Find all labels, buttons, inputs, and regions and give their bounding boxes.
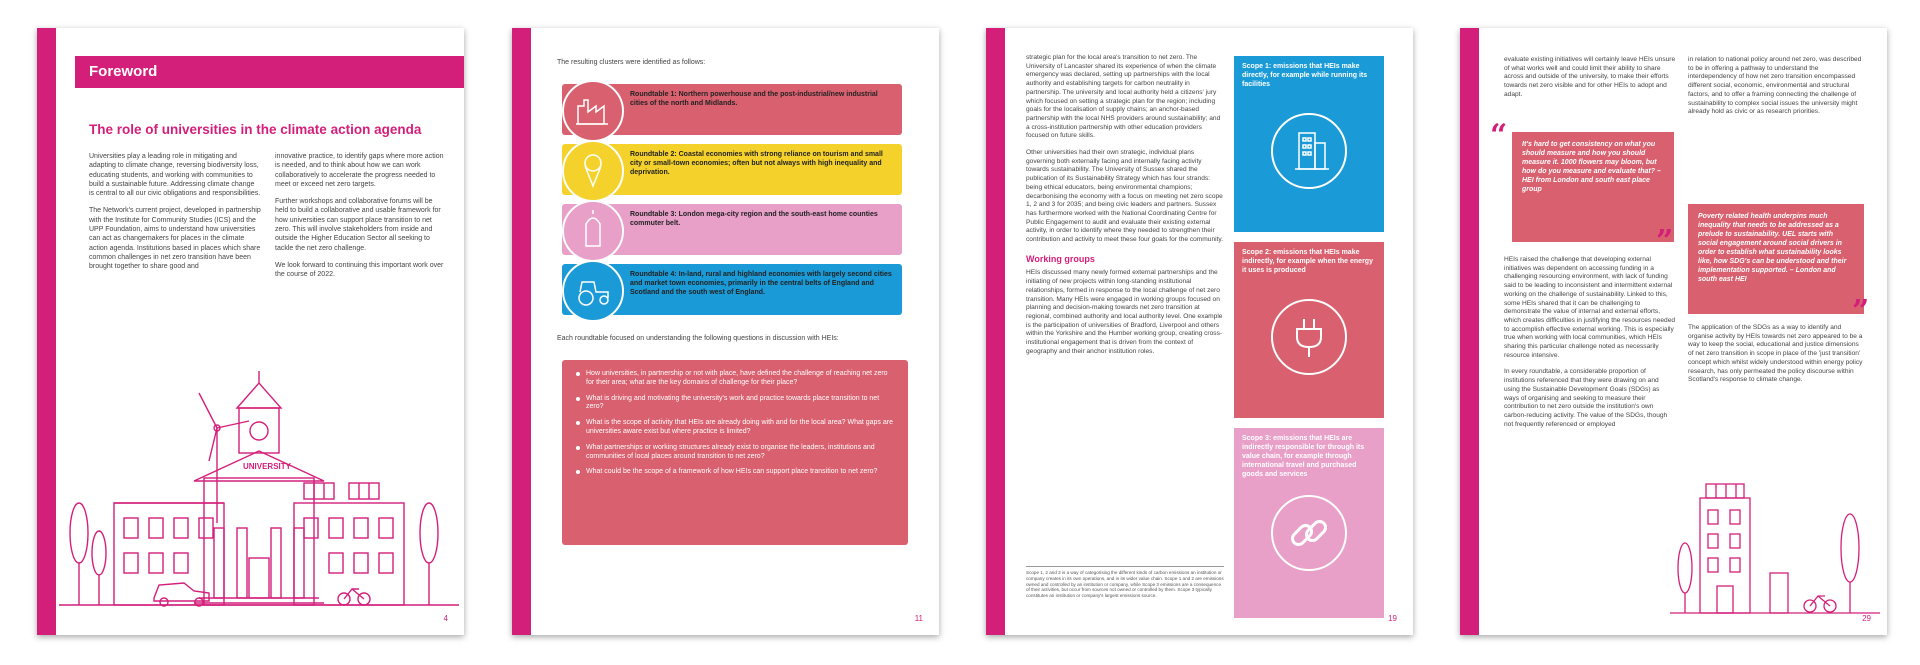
paragraph: In every roundtable, a considerable proportion of institutions referenced that they were drawing on and using the Sustainable Development Goals (SDGs) as ways of organising and seeking to measure their contribution to net zero outside the institution's own carbon-reducing activity. The value of the SDGs, though not frequently referenced or employed xyxy=(1504,368,1668,428)
page-number: 19 xyxy=(1388,614,1397,623)
skyscraper-icon xyxy=(562,200,624,262)
pull-quote: Poverty related health underpins much inequality that needs to be addressed as a prelude to sustainability. UEL starts with social engagement around social drivers in order to establish what sustainability looks like, how SDG's can be understood and their implementation supported. – London and south east HEI xyxy=(1688,204,1864,314)
question-item: How universities, in partnership or not with place, have defined the challenge of reaching net zero for their area; what are the key domains of challenge for their place? xyxy=(576,370,894,388)
page-scopes xyxy=(986,28,1413,635)
roundtable-title: Roundtable 2: xyxy=(630,151,677,158)
column-right-top: in relation to national policy around net zero, was described to be in offering a pathway to understand the interdependency of how net zero transition encompassed different social, economic, environmental and structural factors, and to offer a framing connecting the challenge of sustainability to complex social issues the university might already hold as civic or as research priorities. xyxy=(1688,56,1862,116)
building-icon xyxy=(1271,113,1347,189)
page-number: 29 xyxy=(1862,614,1871,623)
column-right-bottom: The application of the SDGs as a way to identify and organise activity by HEIs towards net zero appeared to be a way to keep the social, educational and justice dimensions of net zero transition in scope in place of the 'just transition' concept which whilst widely understood within energy policy research, has only permeated the policy discourse within Scotland's response to climate change. xyxy=(1688,324,1863,384)
paragraph: The Network's current project, developed in partnership with the Institute for Community Studies (ICS) and the UPP Foundation, aims to understand how universities can act as changemakers for places in the climate action agenda. Institutions based in places which share common challenges in net zero transition have been brought together to share good and xyxy=(89,207,261,271)
roundtable-text: London mega-city region and the south-east home counties commuter belt. xyxy=(630,211,878,227)
university-sign: UNIVERSITY xyxy=(242,462,291,471)
scope-text: Scope 2: emissions that HEIs make indirectly, for example when the energy it uses is produced xyxy=(1242,249,1373,274)
page-heading: The role of universities in the climate action agenda xyxy=(89,122,422,137)
column-left xyxy=(1504,256,1676,437)
roundtable-title: Roundtable 4: xyxy=(630,271,677,278)
section-subheading: Working groups xyxy=(1026,253,1095,264)
column-left xyxy=(89,152,261,280)
paragraph: Other universities had their own strategic, individual plans governing both externally facing and internally facing activity towards sustainability. The University of Sussex shared the publication of its Sustainability Strategy which has four strands: being ethical educators, being environmental champions; decarbonising the economy with a focus on meeting net zero scope 1, 2 and 3 for 2035; and being civic leaders and partners. Sussex has furthermore worked with the National Coordinating Centre for Public Engagement to audit and evaluate their existing external activity, in order to identify where they needed to strengthen their contribution and activity to meet these four goals for the community. xyxy=(1026,149,1224,244)
pull-quote: It's hard to get consistency on what you should measure and how you should measure it. 1000 flowers may bloom, but how do you measure and evaluate that? – HEI from London and south east place group xyxy=(1512,132,1674,242)
questions-box xyxy=(562,360,908,545)
paragraph: We look forward to continuing this important work over the course of 2022. xyxy=(275,261,444,279)
scope-text: Scope 3: emissions that HEIs are indirectly responsible for through its value chain, for example through international travel and purchased goods and services xyxy=(1242,435,1365,478)
paragraph: strategic plan for the local area's transition to net zero. The University of Lancaster shared its experience of when the climate emergency was declared, setting up partnerships with the local authority and establishing targets for carbon neutrality in partnership. The university and local authority held a citizens' jury which focused on setting a strategic plan for the region; including goals for the localisation of supply chains; an anchor-based partnership with the local NHS providers around sustainability; and a cross-institution partnership with other education providers focused on future skills. xyxy=(1026,54,1221,140)
university-illustration xyxy=(59,353,459,615)
column-right xyxy=(275,152,447,288)
page-sdgs xyxy=(1460,28,1887,635)
page-foreword xyxy=(37,28,464,635)
roundtable-text: Coastal economies with strong reliance on tourism and small city or small-town economies; often but not always with high inequality and deprivation. xyxy=(630,151,883,176)
roundtable-text: In-land, rural and highland economies with largely second cities and market town economies, primarily in the central belts of England and Scotland and the south west of England. xyxy=(630,271,892,296)
tractor-icon xyxy=(562,260,624,322)
roundtable-text: Northern powerhouse and the post-industrial/new industrial cities of the north and Midlands. xyxy=(630,91,878,107)
page-stripe xyxy=(1460,28,1479,635)
paragraph: HEIs raised the challenge that developing external initiatives was dependent on accessing funding in a challenging resourcing environment, with lack of funding said to be leading to inconsistent and intermittent external working on the challenge of sustainability. Linked to this, some HEIs shared that it can be challenging to demonstrate the value of internal and external efforts, which creates difficulties in justifying the resources needed to accomplish effective external working. This is especially true when working with local communities, which HEIs sharing this particular challenge noted as necessarily resource intensive. xyxy=(1504,256,1676,359)
roundtable-title: Roundtable 1: xyxy=(630,91,677,98)
quote-open-icon: “ xyxy=(1490,118,1508,153)
factory-icon xyxy=(562,80,624,142)
page-stripe xyxy=(512,28,531,635)
quote-close-icon: ” xyxy=(1656,224,1674,259)
quote-close-icon: ” xyxy=(1852,294,1870,329)
ice-cream-icon xyxy=(562,140,624,202)
page-roundtables xyxy=(512,28,939,635)
scope-1 xyxy=(1234,56,1384,232)
section-title: Foreword xyxy=(75,56,464,88)
roundtable-4 xyxy=(562,264,902,315)
city-illustration xyxy=(1670,468,1880,618)
question-item: What could be the scope of a framework of how HEIs can support place transition to net zero? xyxy=(576,468,894,477)
paragraph: Further workshops and collaborative forums will be held to build a collaborative and usable framework for how universities can support place transition to net zero. This will involve stakeholders from inside and outside the Higher Education Sector all seeking to tackle the net zero challenge. xyxy=(275,198,441,252)
plug-icon xyxy=(1271,299,1347,375)
scope-3 xyxy=(1234,428,1384,618)
paragraph: Universities play a leading role in mitigating and adapting to climate change, reversing biodiversity loss, educating students, and working with communities to build a sustainable future. Addressing climate change is central to all our civic obligations and responsibilities. xyxy=(89,153,261,198)
page-stripe xyxy=(986,28,1005,635)
question-item: What partnerships or working structures already exist to organise the leaders, institutions and communities of local places around transition to net zero? xyxy=(576,444,894,462)
page-stripe xyxy=(37,28,56,635)
scope-2 xyxy=(1234,242,1384,418)
roundtable-3 xyxy=(562,204,902,255)
paragraph: HEIs discussed many newly formed external partnerships and the initiating of new projects within long-standing institutional relationships, formed in response to the local challenge of net zero transition. Many HEIs were engaged in working groups focused on planning and decision-making towards net zero transition at regional, combined authority and local authority level. One example is the participation of universities of Bradford, Liverpool and others within the Yorkshire and the Humber working group, creating cross-institutional engagement that is driven from the context of geography and their anchor institution roles. xyxy=(1026,269,1223,355)
page-number: 11 xyxy=(914,614,923,623)
scope-text: Scope 1: emissions that HEIs make directly, for example while running its facilities xyxy=(1242,63,1368,88)
questions-intro: Each roundtable focused on understanding the following questions in discussion with HEIs: xyxy=(557,335,839,342)
column-left-top: evaluate existing initiatives will certainly leave HEIs unsure of what works well and could limit their ability to share across and outside of the university, to make their efforts towards net zero visible and for other HEIs to adopt and adapt. xyxy=(1504,56,1676,98)
roundtable-title: Roundtable 3: xyxy=(630,211,677,218)
chain-link-icon xyxy=(1271,495,1347,571)
question-item: What is the scope of activity that HEIs are already doing with and for the local area? What gaps are universities aware exist but where practice is limited? xyxy=(576,419,894,437)
paragraph: innovative practice, to identify gaps where more action is needed, and to think about how we can work collaboratively to accelerate the progress needed to meet or exceed net zero targets. xyxy=(275,153,444,188)
main-column xyxy=(1026,54,1224,365)
roundtable-1 xyxy=(562,84,902,135)
roundtable-2 xyxy=(562,144,902,195)
question-item: What is driving and motivating the university's work and practice towards place transition to net zero? xyxy=(576,395,894,413)
intro-text: The resulting clusters were identified as follows: xyxy=(557,59,706,66)
footnote: Scope 1, 2 and 3 is a way of categorising the different kinds of carbon emissions an institution or company creates in its own operations, and in its wider value chain. Scope 1 and 2 are emissions owned and controlled by an institution or company, while Scope 3 emissions are a consequence of their activities, but occur from sources not owned or controlled by them. Scope 3 typically constitutes an institution or company's largest emissions source. xyxy=(1026,566,1224,599)
page-number: 4 xyxy=(443,614,448,623)
